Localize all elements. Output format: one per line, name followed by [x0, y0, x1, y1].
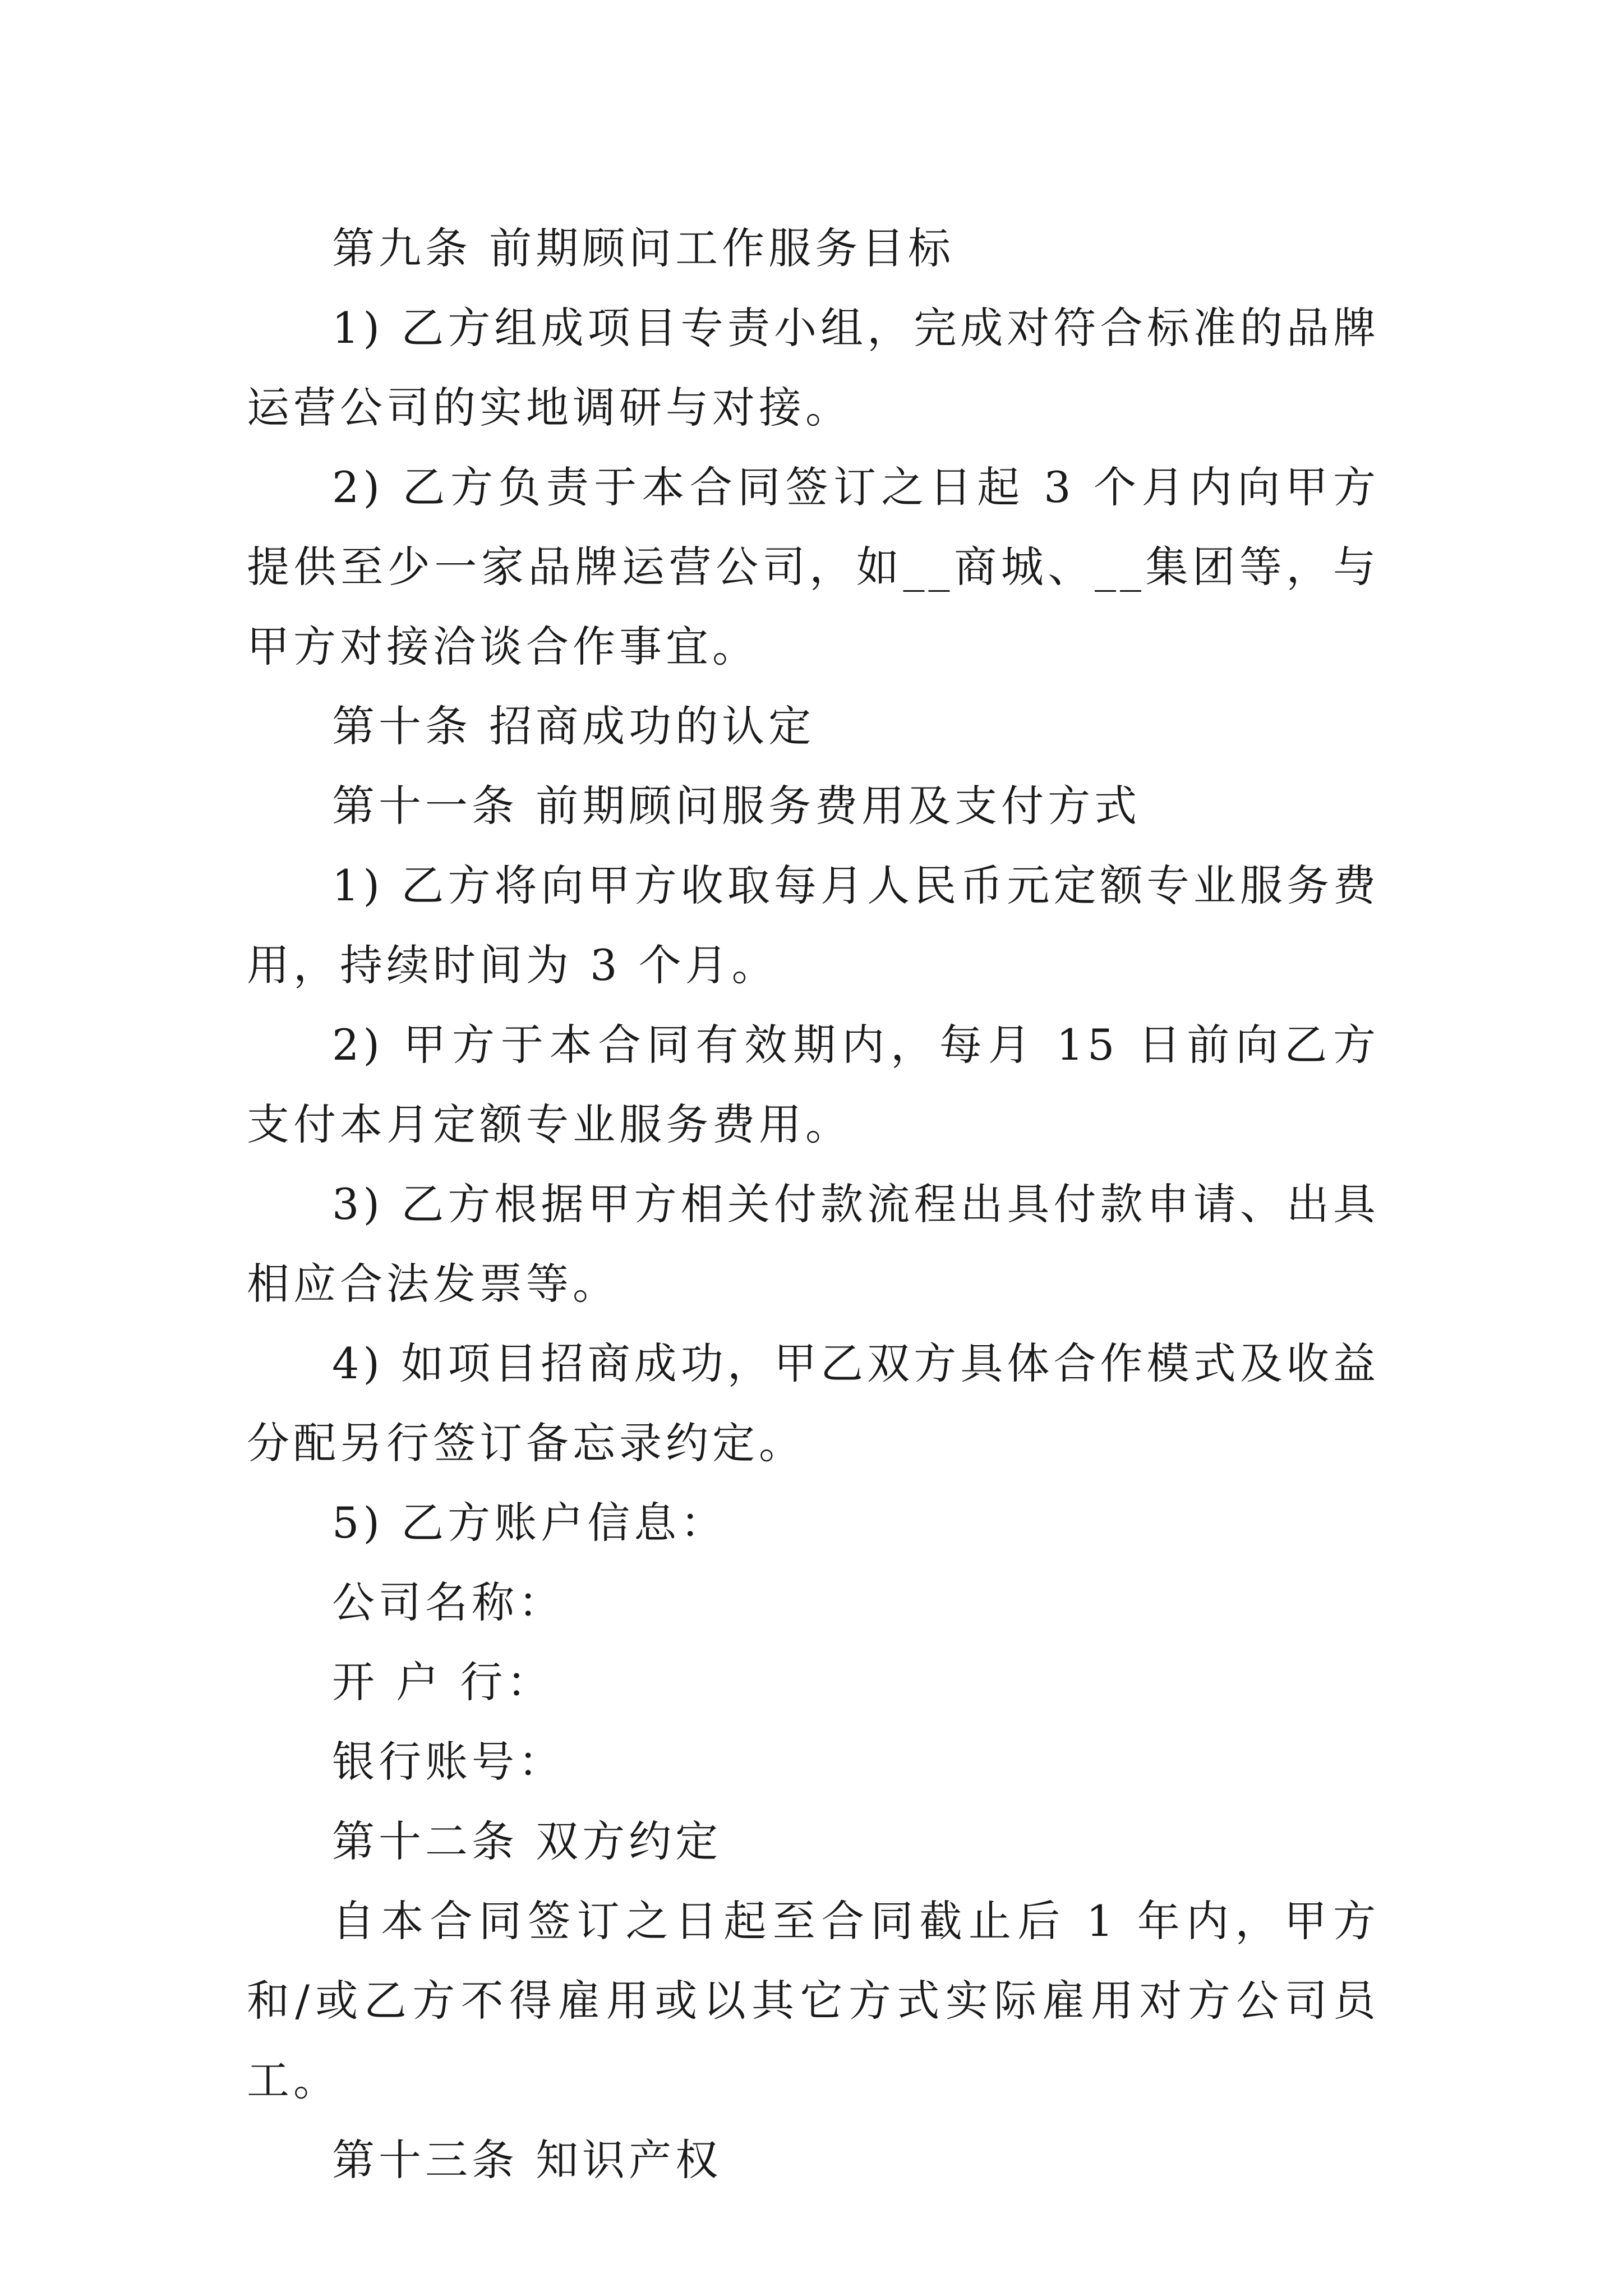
article-9-item-1: 1) 乙方组成项目专责小组，完成对符合标准的品牌运营公司的实地调研与对接。: [247, 303, 1380, 432]
article-11-heading: 第十一条 前期顾问服务费用及支付方式: [332, 781, 1141, 831]
article-11-item-4: 4) 如项目招商成功，甲乙双方具体合作模式及收益分配另行签订备忘录约定。: [247, 1338, 1380, 1468]
article-12-heading: 第十二条 双方约定: [332, 1816, 722, 1866]
article-13-heading: 第十三条 知识产权: [332, 2135, 722, 2185]
article-11-item-1: 1) 乙方将向甲方收取每月人民币元定额专业服务费用，持续时间为 3 个月。: [247, 861, 1380, 990]
article-11-item-3: 3) 乙方根据甲方相关付款流程出具付款申请、出具相应合法发票等。: [247, 1179, 1380, 1309]
account-number: 银行账号：: [332, 1737, 565, 1787]
article-9-item-2: 2) 乙方负责于本合同签订之日起 3 个月内向甲方提供至少一家品牌运营公司，如__商城、__集团等，与甲方对接洽谈合作事宜。: [247, 462, 1380, 671]
document-body: [247, 209, 1380, 2200]
article-11-item-2: 2) 甲方于本合同有效期内，每月 15 日前向乙方支付本月定额专业服务费用。: [247, 1020, 1380, 1149]
account-company-name: 公司名称：: [332, 1577, 565, 1627]
article-9-heading: 第九条 前期顾问工作服务目标: [332, 223, 955, 273]
article-12-body: 自本合同签订之日起至合同截止后 1 年内，甲方和/或乙方不得雇用或以其它方式实际雇用对方公司员工。: [247, 1896, 1380, 2105]
article-11-item-5: 5) 乙方账户信息：: [332, 1498, 727, 1548]
article-10-heading: 第十条 招商成功的认定: [332, 701, 815, 751]
account-bank: 开 户 行：: [332, 1657, 554, 1707]
